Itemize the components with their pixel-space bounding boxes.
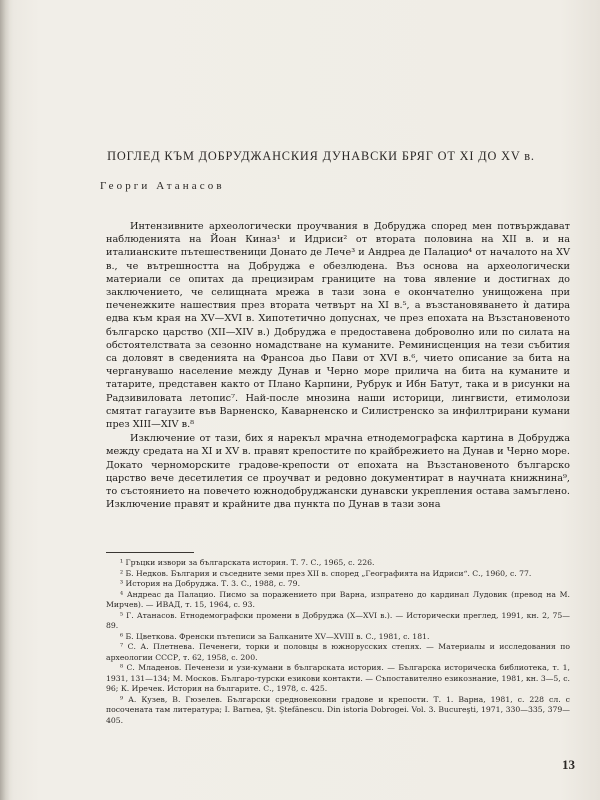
article-author: Георги Атанасов — [100, 180, 225, 192]
footnote: ⁷ С. А. Плетнева. Печенеги, торки и половцы в южнорусских степях. — Материалы и исследования по археологии СССР, т. 62, 1958, с. 200. — [106, 642, 570, 662]
binding-shadow — [0, 0, 10, 800]
footnote: ⁸ С. Младенов. Печенези и узи-кумани в българската история. — Българска историческа библиотека, т. 1, 1931, 131—134; М. Москов. Българо-турски езикови контакти. — Съпоставително езикознание, 1981, кн. 3—5, с. 96; К. Иречек. История на българите. С., 1978, с. 425. — [106, 663, 570, 693]
footnote: ² Б. Недков. България и съседните земи през XII в. според „Географията на Идриси“. С., 1960, с. 77. — [120, 568, 532, 578]
footnote: ⁹ А. Кузев, В. Гюзелев. Български средновековни градове и крепости. Т. 1. Варна, 1981, с. 228 сл. с посочената там литература; I. Barnea, Şt. Ştefănescu. Din istoria Dobrogei. Vol. 3. Bucureşti, 1971, 330—335, 379—405. — [106, 694, 570, 725]
footnote: ⁵ Г. Атанасов. Етнодемографски промени в Добруджа (X—XVI в.). — Исторически преглед, 1991, кн. 2, 75—89. — [106, 610, 570, 630]
article-body — [106, 220, 570, 511]
body-paragraph: Изключение от тази, бих я нарекъл мрачна етнодемографска картина в Добруджа между средата на XI и XV в. правят крепостите по крайбрежието на Дунав и Черно море. Докато черноморските градове-крепости от епохата на Възстановеното българско царство вече десетилетия се проучват и редовно документират в научната книжнина⁹, то състоянието на повечето южнодобруджански дунавски укрепления остава замъглено. Изключение правят и крайните два пункта по Дунав в тази зона — [106, 433, 570, 511]
article-title: ПОГЛЕД КЪМ ДОБРУДЖАНСКИЯ ДУНАВСКИ БРЯГ ОТ XI ДО XV в. — [107, 149, 535, 163]
footnote: ⁶ Б. Цветкова. Френски пътеписи за Балканите XV—XVIII в. С., 1981, с. 181. — [120, 631, 430, 641]
footnote: ³ История на Добруджа. Т. 3. С., 1988, с. 79. — [120, 579, 301, 588]
footnotes — [106, 558, 570, 726]
footnote-divider — [106, 552, 194, 553]
body-paragraph: Интензивните археологически проучвания в Добруджа според мен потвърждават наблюденията на Йоан Киназ¹ и Идриси² от втората половина на XII в. и на италианските пътешественици Донато де Лече³ и Андреа де Палацио⁴ от началото на XV в., че вътрешността на Добруджа е обезлюдена. Въз основа на археологически материали се опитах да прецизирам границите на това явление и достигнах до заключението, че селищната мрежа в тази зона е окончателно унищожена при печенежките нашествия през втората четвърт на XI в.⁵, а възстановяването ѝ датира едва към края на XV—XVI в. Хипотетично допуснах, че през епохата на Възстановеното българско царство (XII—XIV в.) Добруджа е предоставена доброволно или по силата на обстоятелствата за сезонно номадстване на куманите. Реминисценция на тези събития са доловят в сведенията на Франсоа дьо Пави от XVI в.⁶, чието описание за бита на черганувашо население между Дунав и Черно море прилича на бита на куманите и татарите, представен както от Плано Карпини, Рубрук и Ибн Батут, така и в рисунки на Радзивиловата летопис⁷. Най-после мнозина наши историци, лингвисти, етимолози смятат гагаузите във Варненско, Каварненско и Силистренско за инфилтрирани кумани през XIII—XIV в.⁸ — [106, 221, 570, 431]
footnote: ¹ Гръцки извори за българската история. Т. 7. С., 1965, с. 226. — [120, 558, 375, 567]
page-number: 13 — [562, 757, 575, 772]
footnote: ⁴ Андреас да Палацио. Писмо за поражението при Варна, изпратено до кардинал Лудовик (превод на М. Мирчев). — ИВАД, т. 15, 1964, с. 93. — [106, 589, 570, 609]
